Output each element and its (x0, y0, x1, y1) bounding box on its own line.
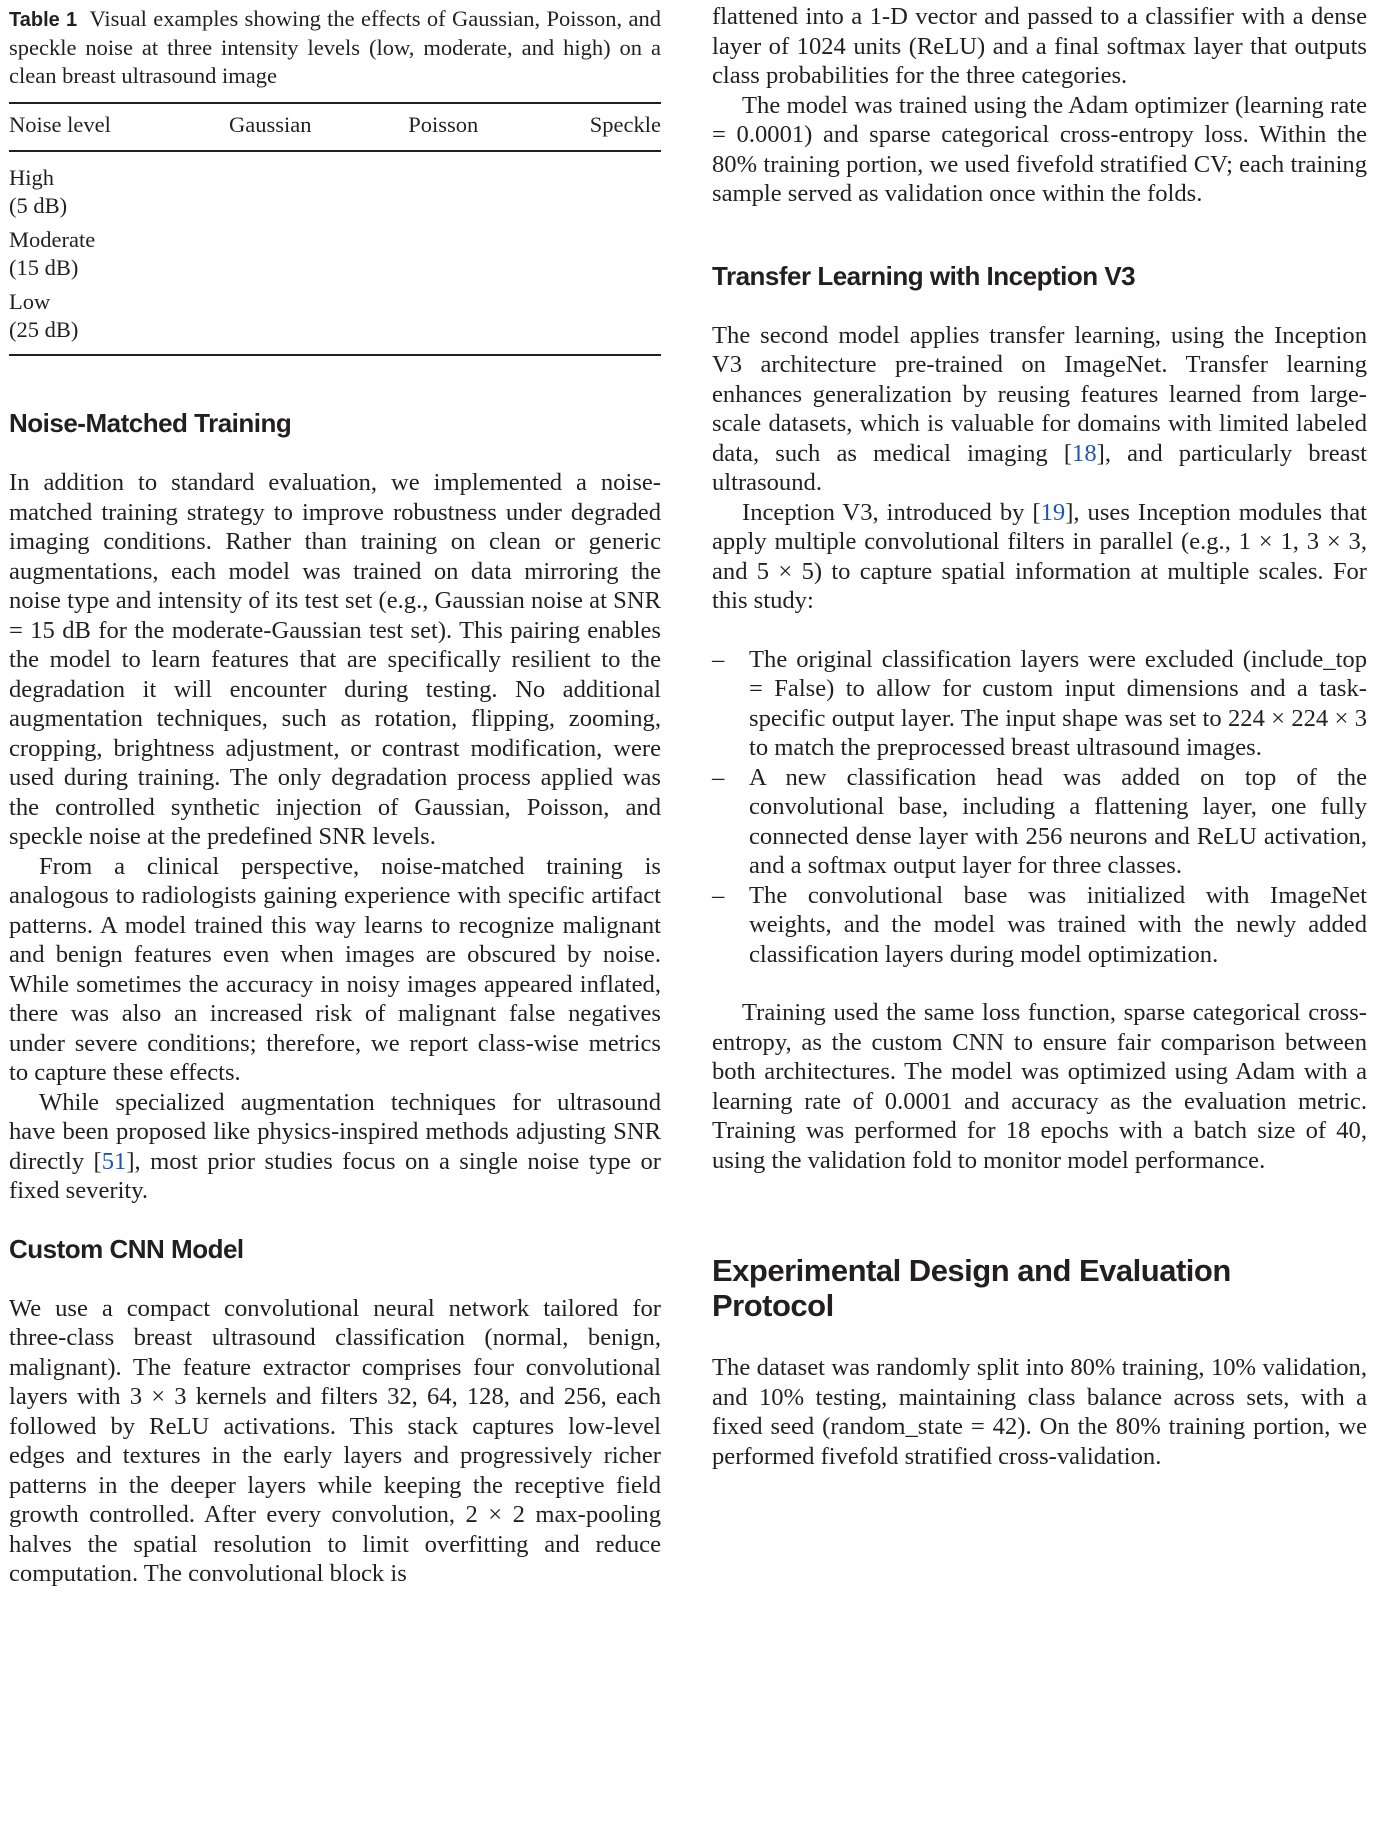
paragraph: The model was trained using the Adam optimizer (learning rate = 0.0001) and sparse categorical cross-entropy loss. Within the 80% training portion, we used fivefold stratified CV; each training sample served as validation once within the folds. (712, 91, 1367, 207)
poisson-cell (408, 288, 533, 355)
noise-level-db: (5 dB) (9, 193, 68, 218)
list-item: – The original classification layers were excluded (include_top = False) to allow for custom input dimensions and a task-specific output layer. The input shape was set to 224 × 224 × 3 to match the preprocessed breast ultrasound images. (712, 645, 1367, 761)
list-item: – A new classification head was added on top of the convolutional base, including a flattening layer, one fully connected dense layer with 256 neurons and ReLU activation, and a softmax output layer for three classes. (712, 763, 1367, 879)
paragraph: We use a compact convolutional neural network tailored for three-class breast ultrasound classification (normal, benign, malignant). The feature extractor comprises four convolutional layers with 3 × 3 kernels and filters 32, 64, 128, and 256, each followed by ReLU activations. This stack captures low-level edges and textures in the early layers and progressively richer patterns in the deeper layers while keeping the receptive field growth controlled. After every convolution, 2 × 2 max-pooling halves the spatial resolution to limit overfitting and reduce computation. The convolutional block is (9, 1294, 661, 1587)
table-caption (9, 5, 661, 90)
speckle-cell (534, 288, 661, 355)
row-label-low (9, 288, 189, 355)
table-header-row (9, 103, 661, 151)
gaussian-cell (189, 288, 408, 355)
heading-noise-matched-training: Noise-Matched Training (9, 408, 292, 438)
speckle-cell (534, 151, 661, 226)
dash-marker: – (712, 645, 725, 673)
table-caption-text: Visual examples showing the effects of Gaussian, Poisson, and speckle noise at three intensity levels (low, moderate, and high) on a clean breast ultrasound image (9, 6, 661, 88)
row-label-moderate (9, 226, 189, 288)
heading-experimental-design: Experimental Design and Evaluation Protocol (712, 1253, 1231, 1323)
heading-custom-cnn: Custom CNN Model (9, 1233, 244, 1264)
noise-level-name: High (9, 165, 54, 190)
col-header-speckle: Speckle (589, 112, 661, 137)
citation-link[interactable]: 19 (1040, 498, 1066, 526)
heading-transfer-learning: Transfer Learning with Inception V3 (712, 260, 1136, 291)
noise-level-db: (15 dB) (9, 255, 79, 280)
noise-level-name: Low (9, 289, 51, 314)
paragraph: In addition to standard evaluation, we implemented a noise-matched training strategy to improve robustness under degraded imaging conditions. Rather than training on clean or generic augmentations, each model was trained on data mirroring the noise type and intensity of its test set (e.g., Gaussian noise at SNR = 15 dB for the moderate-Gaussian test set). This pairing enables the model to learn features that are specifically resilient to the degradation it will encounter during testing. No additional augmentation techniques, such as rotation, flipping, zooming, cropping, brightness adjustment, or contrast modification, were used during training. The only degradation process applied was the controlled synthetic injection of Gaussian, Poisson, and speckle noise at the predefined SNR levels. (9, 469, 661, 850)
gaussian-cell (189, 226, 408, 288)
paragraph: From a clinical perspective, noise-matched training is analogous to radiologists gaining experience with specific artifact patterns. A model trained this way learns to recognize malignant and benign features even when images are obscured by noise. While sometimes the accuracy in noisy images appeared inflated, there was also an increased risk of malignant false negatives under severe conditions; therefore, we report class-wise metrics to capture these effects. (9, 852, 661, 1086)
noise-level-name: Moderate (9, 227, 96, 252)
noise-level-db: (25 dB) (9, 317, 79, 342)
table-row (9, 226, 661, 288)
speckle-cell (534, 226, 661, 288)
col-header-poisson: Poisson (408, 112, 479, 137)
poisson-cell (408, 226, 533, 288)
dash-marker: – (712, 881, 725, 909)
citation-link[interactable]: 18 (1072, 439, 1097, 467)
paragraph: The dataset was randomly split into 80% training, 10% validation, and 10% testing, maintaining class balance across sets, with a fixed seed (random_state = 42). On the 80% training portion, we performed fivefold stratified cross-validation. (712, 1354, 1367, 1470)
bullet-list (712, 645, 1367, 970)
citation-link[interactable]: 51 (101, 1147, 127, 1175)
paragraph: Training used the same loss function, sparse categorical cross-entropy, as the custom CNN to ensure fair comparison between both architectures. The model was optimized using Adam with a learning rate of 0.0001 and accuracy as the evaluation metric. Training was performed for 18 epochs with a batch size of 40, using the validation fold to monitor model performance. (712, 999, 1367, 1174)
left-column (9, 0, 661, 1589)
list-item: – The convolutional base was initialized with ImageNet weights, and the model was trained with the newly added classification layers during model optimization. (712, 881, 1367, 968)
table-row (9, 288, 661, 355)
paragraph: The second model applies transfer learning, using the Inception V3 architecture pre-trained on ImageNet. Transfer learning enhances generalization by reusing features learned from large-scale datasets, which is valuable for domains with limited labeled data, such as medical imaging [18], and particularly breast ultrasound. (712, 321, 1367, 496)
right-column (712, 0, 1367, 1471)
poisson-cell (408, 151, 533, 226)
noise-examples-table (9, 102, 661, 356)
paragraph: flattened into a 1-D vector and passed to a classifier with a dense layer of 1024 units (ReLU) and a final softmax layer that outputs class probabilities for the three categories. (712, 3, 1367, 89)
gaussian-cell (189, 151, 408, 226)
table-row (9, 151, 661, 226)
col-header-noise-level: Noise level (9, 112, 111, 137)
col-header-gaussian: Gaussian (229, 112, 312, 137)
paragraph: While specialized augmentation techniques for ultrasound have been proposed like physics-inspired methods adjusting SNR directly [51], most prior studies focus on a single noise type or fixed severity. (9, 1088, 662, 1204)
table-label: Table 1 (9, 9, 78, 31)
dash-marker: – (712, 763, 725, 791)
row-label-high (9, 151, 189, 226)
paragraph: Inception V3, introduced by [19], uses Inception modules that apply multiple convolutional filters in parallel (e.g., 1 × 1, 3 × 3, and 5 × 5) to capture spatial information at multiple scales. For this study: (712, 498, 1367, 614)
